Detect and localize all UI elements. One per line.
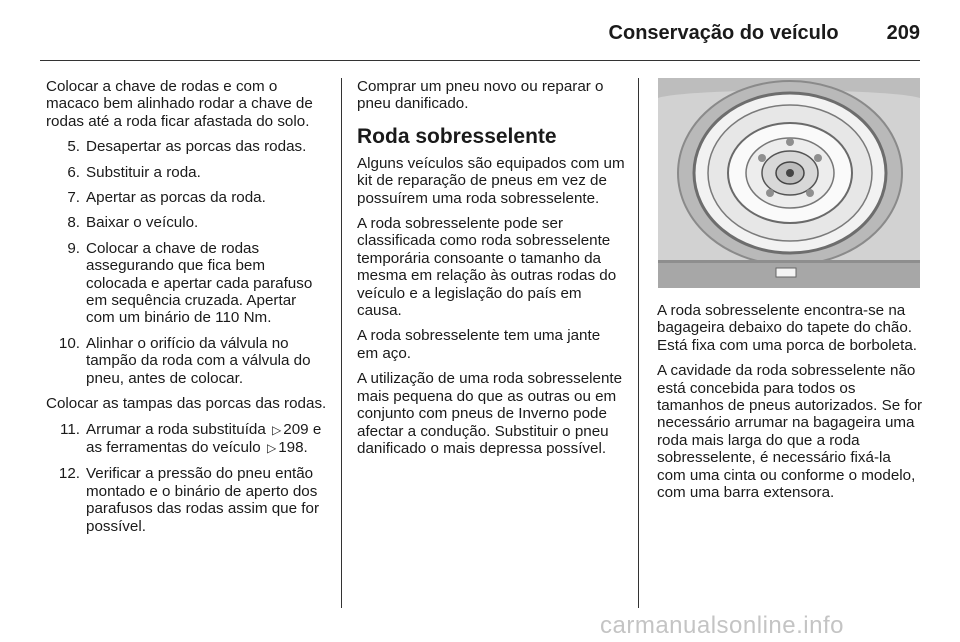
page-reference[interactable]: 209 — [283, 420, 309, 438]
intro-paragraph: Comprar um pneu novo ou reparar o pneu danificado. — [357, 78, 604, 113]
list-item — [46, 240, 328, 327]
step-text: Verificar a pressão do pneu então montado e o binário de aperto dos parafusos das rodas assim que for possível. — [86, 465, 319, 535]
paragraph: Alguns veículos são equipados com um kit de reparação de pneus em vez de possuírem uma roda sobresselente. — [357, 154, 625, 207]
reference-arrow-icon: ▷ — [272, 422, 282, 437]
reference-arrow-icon: ▷ — [266, 440, 277, 455]
step-number: 9. — [67, 239, 80, 257]
paragraph: A cavidade da roda sobresselente não está concebida para todos os tamanhos de pneus autorizados. Se for necessário arrumar na bagageira uma roda mais larga do que a roda sobresselente, é necessário fixá-la com uma cinta ou conforme o modelo, com uma barra extensora. — [657, 362, 923, 502]
step-number: 10. — [58, 334, 80, 352]
step-text-part: e as ferramentas do veículo — [86, 420, 322, 456]
page-number: 209 — [886, 21, 920, 44]
section-heading: Roda sobresselente — [357, 124, 557, 148]
step-continuation: Colocar a chave de rodas e com o macaco bem alinhado rodar a chave de rodas até a roda ficar afastada do solo. — [46, 78, 313, 130]
step-number: 11. — [60, 420, 80, 438]
list-item — [46, 214, 328, 231]
column-middle — [357, 78, 625, 465]
step-text: Baixar o veículo. — [86, 214, 199, 232]
step-number: 12. — [58, 465, 80, 483]
step-number: 6. — [67, 163, 80, 181]
spare-wheel-illustration — [658, 78, 920, 288]
step-number: 8. — [67, 214, 80, 232]
watermark: carmanualsonline.info — [600, 612, 844, 639]
list-item — [46, 138, 328, 155]
step-text: Desapertar as porcas das rodas. — [86, 138, 307, 156]
column-left — [46, 78, 328, 543]
column-divider — [341, 78, 342, 608]
step-number: 5. — [67, 138, 80, 156]
column-divider — [638, 78, 639, 608]
paragraph: A roda sobresselente pode ser classificada como roda sobresselente temporária consoante o tamanho da mesma em relação às outras rodas do veículo e a legislação do país em causa. — [357, 215, 617, 320]
column-right — [657, 302, 923, 509]
list-item — [46, 189, 328, 206]
list-item — [46, 164, 328, 181]
step-text — [86, 421, 328, 458]
header-rule — [40, 60, 920, 61]
step-list — [46, 138, 328, 387]
list-item — [46, 335, 328, 387]
step-text: Apertar as porcas da roda. — [86, 189, 266, 207]
page-title: Conservação do veículo — [608, 21, 839, 44]
step-number: 7. — [67, 189, 80, 207]
step-text: Substituir a roda. — [86, 163, 201, 181]
paragraph: A roda sobresselente encontra-se na bagageira debaixo do tapete do chão. Está fixa com uma porca de borboleta. — [657, 302, 918, 354]
step-text-part: Arrumar a roda substituída — [86, 420, 266, 438]
step-text: Colocar a chave de rodas assegurando que fica bem colocada e apertar cada parafuso em sequência cruzada. Apertar com um binário de 110 Nm. — [86, 239, 313, 327]
list-item — [46, 465, 328, 535]
list-item — [46, 421, 328, 458]
step-text: Alinhar o orifício da válvula no tampão da roda com a válvula do pneu, antes de colocar. — [86, 334, 311, 387]
spare-wheel-drawing — [658, 78, 920, 288]
step-continuation: Colocar as tampas das porcas das rodas. — [46, 395, 327, 413]
page-header — [609, 18, 920, 48]
page-reference[interactable]: 198. — [278, 438, 308, 456]
paragraph: A roda sobresselente tem uma jante em aço. — [357, 327, 601, 362]
paragraph: A utilização de uma roda sobresselente mais pequena do que as outras ou em conjunto com pneus de Inverno pode afectar a condução. Substituir o pneu danificado o mais depressa possível. — [357, 370, 623, 457]
